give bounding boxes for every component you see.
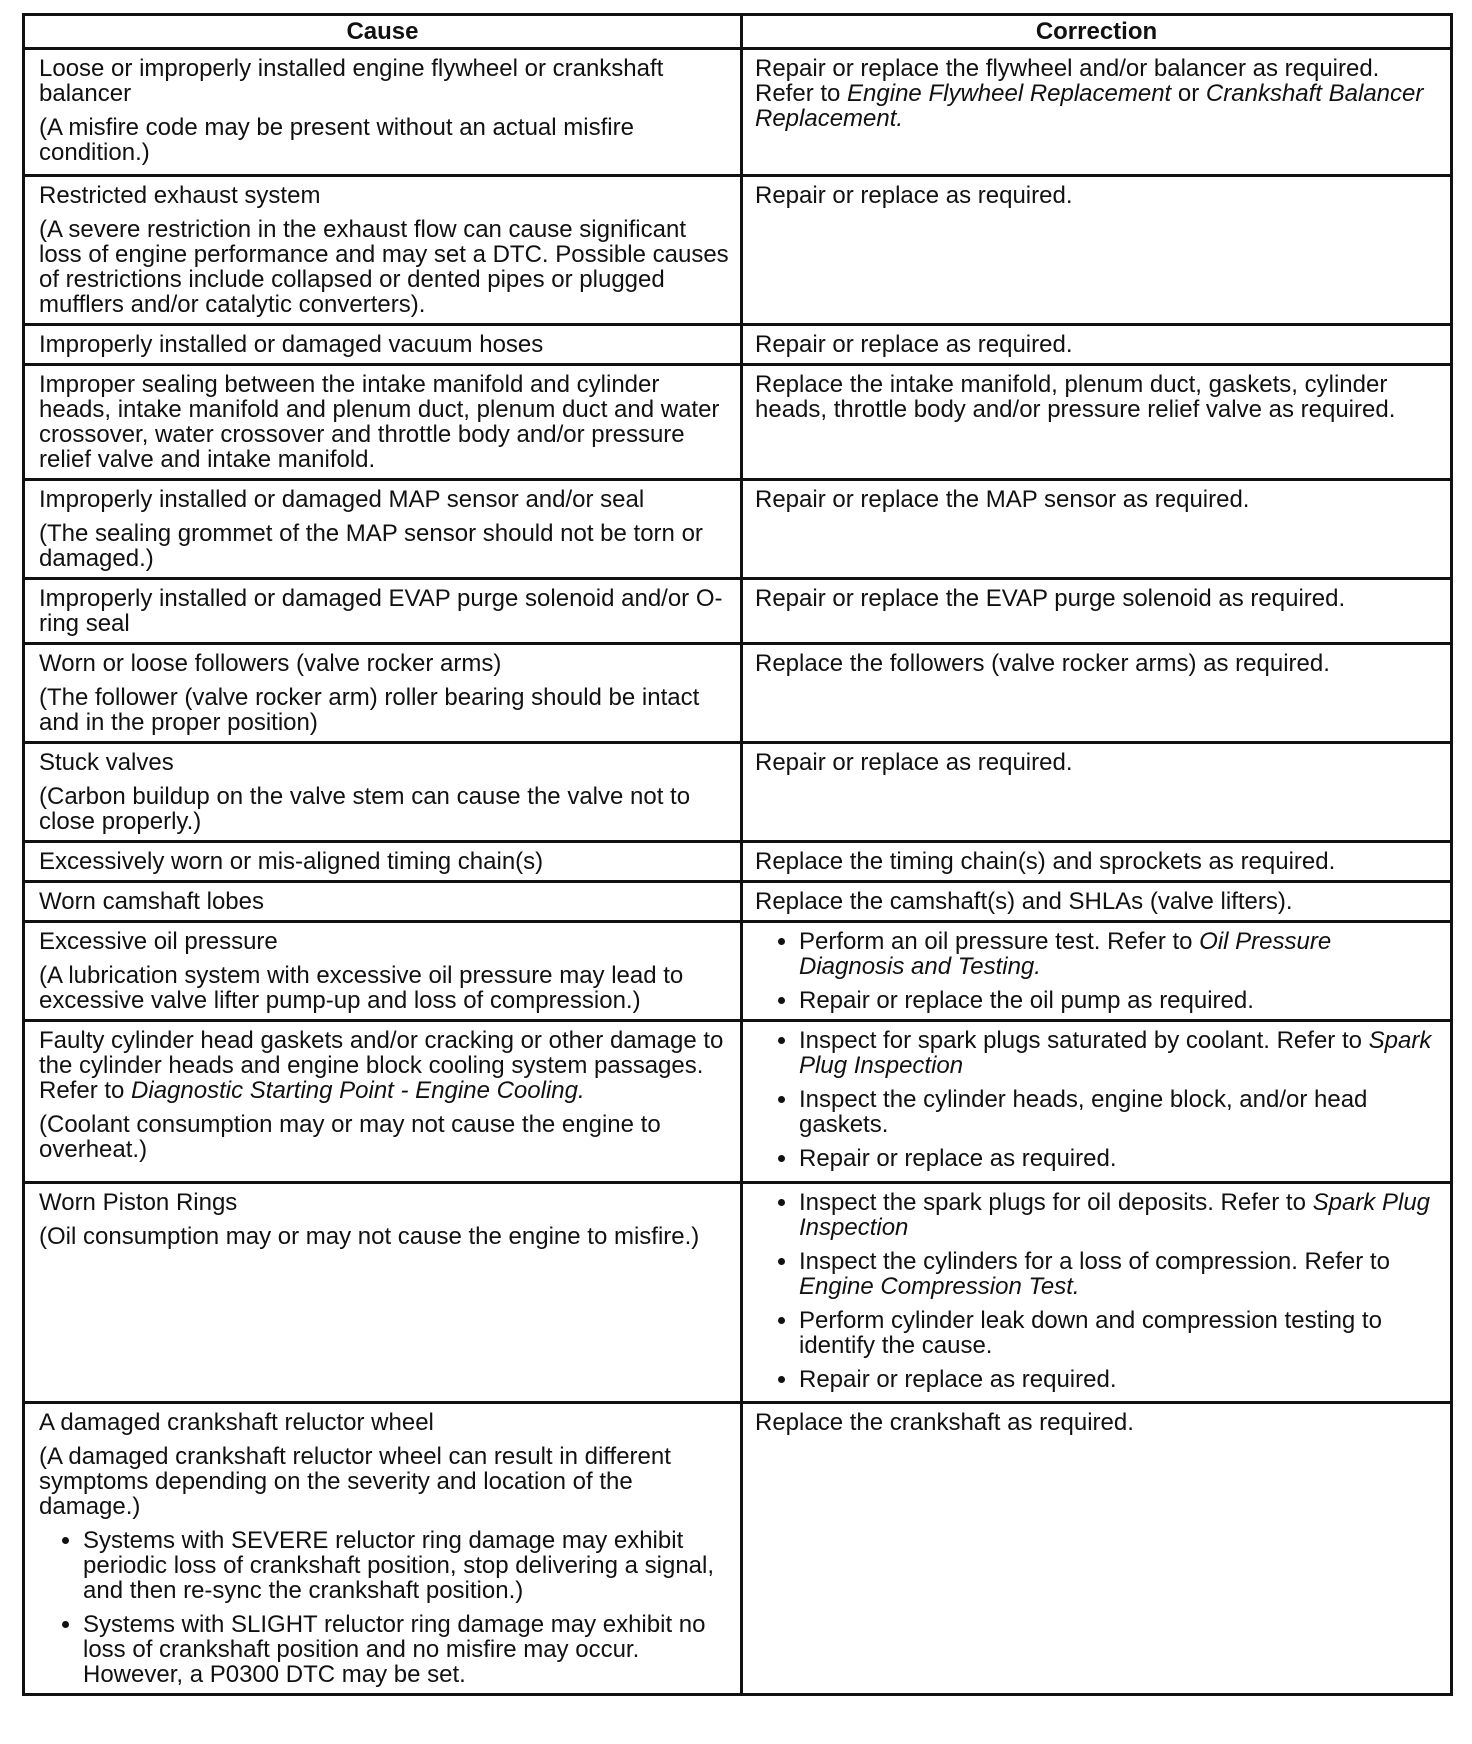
cause-cell [24, 842, 742, 882]
cause-cell [24, 480, 742, 579]
cause-list [39, 1528, 732, 1687]
table-row [24, 842, 1452, 882]
correction-text: Repair or replace as required. [755, 749, 1073, 776]
correction-list [755, 1190, 1442, 1392]
table-row [24, 365, 1452, 480]
list-item: • Perform an oil pressure test. Refer to Oil Pressure Diagnosis and Testing. [799, 929, 1442, 979]
list-item: • Systems with SEVERE reluctor ring damage may exhibit periodic loss of crankshaft position, stop delivering a signal, and then re-sync the crankshaft position.) [83, 1528, 732, 1603]
cause-cell [24, 365, 742, 480]
cause-note: (A misfire code may be present without an actual misfire condition.) [39, 114, 634, 166]
cause-cell [24, 325, 742, 365]
correction-cell [742, 743, 1452, 842]
ref-oil-pressure-diagnosis: Oil Pressure Diagnosis and Testing. [799, 928, 1332, 980]
list-item: • Repair or replace as required. [799, 1146, 1442, 1171]
cause-cell [24, 1021, 742, 1183]
cause-note: (A damaged crankshaft reluctor wheel can result in different symptoms depending on the severity and location of the damage.) [39, 1443, 671, 1520]
header-correction: Correction [742, 15, 1452, 49]
cause-note: (The sealing grommet of the MAP sensor should not be torn or damaged.) [39, 520, 703, 572]
table-row [24, 49, 1452, 176]
correction-cell [742, 176, 1452, 325]
table-row [24, 176, 1452, 325]
ref-diagnostic-starting-point: Diagnostic Starting Point - Engine Cooling. [131, 1077, 585, 1104]
ref-engine-compression-test: Engine Compression Test. [799, 1273, 1080, 1300]
list-item: • Repair or replace the oil pump as required. [799, 988, 1442, 1013]
cause-text: Worn or loose followers (valve rocker arms) [39, 650, 502, 677]
table-row [24, 644, 1452, 743]
cause-note: (Carbon buildup on the valve stem can cause the valve not to close properly.) [39, 783, 691, 835]
table-row [24, 579, 1452, 644]
correction-cell [742, 1183, 1452, 1403]
correction-text: Repair or replace as required. [755, 331, 1073, 358]
correction-cell [742, 1021, 1452, 1183]
correction-cell [742, 644, 1452, 743]
correction-text: Replace the crankshaft as required. [755, 1409, 1134, 1436]
cause-cell [24, 882, 742, 922]
cause-text: Loose or improperly installed engine flywheel or crankshaft balancer [39, 55, 664, 107]
ref-spark-plug-inspection: Spark Plug Inspection [799, 1027, 1432, 1079]
correction-text: Repair or replace as required. [755, 182, 1073, 209]
cause-cell [24, 743, 742, 842]
correction-cell [742, 579, 1452, 644]
cause-cell [24, 579, 742, 644]
table-row [24, 1183, 1452, 1403]
list-item: • Systems with SLIGHT reluctor ring damage may exhibit no loss of crankshaft position and no misfire may occur. However, a P0300 DTC may be set. [83, 1612, 732, 1687]
cause-note: (A lubrication system with excessive oil pressure may lead to excessive valve lifter pump-up and loss of compression.) [39, 962, 684, 1014]
cause-cell [24, 49, 742, 176]
cause-cell [24, 1183, 742, 1403]
list-item: • Inspect the cylinder heads, engine block, and/or head gaskets. [799, 1087, 1442, 1137]
cause-text: Improperly installed or damaged vacuum hoses [39, 331, 544, 358]
correction-cell [742, 325, 1452, 365]
cause-text: Excessively worn or mis-aligned timing chain(s) [39, 848, 544, 875]
table-row [24, 882, 1452, 922]
correction-cell [742, 1403, 1452, 1695]
correction-text: Replace the timing chain(s) and sprockets as required. [755, 848, 1336, 875]
correction-text: Repair or replace the flywheel and/or balancer as required. Refer to Engine Flywheel Replacement or Crankshaft Balancer Replacement. [755, 55, 1424, 132]
cause-note: (The follower (valve rocker arm) roller bearing should be intact and in the proper position) [39, 684, 700, 736]
cause-text: Improperly installed or damaged EVAP purge solenoid and/or O-ring seal [39, 585, 723, 637]
list-item: • Perform cylinder leak down and compression testing to identify the cause. [799, 1308, 1442, 1358]
cause-cell [24, 176, 742, 325]
correction-cell [742, 842, 1452, 882]
correction-list [755, 929, 1442, 1013]
cause-text: Improperly installed or damaged MAP sensor and/or seal [39, 486, 645, 513]
correction-text: Repair or replace the MAP sensor as required. [755, 486, 1250, 513]
correction-text: Replace the camshaft(s) and SHLAs (valve lifters). [755, 888, 1293, 915]
correction-cell [742, 49, 1452, 176]
correction-cell [742, 365, 1452, 480]
cause-text: Faulty cylinder head gaskets and/or cracking or other damage to the cylinder heads and engine block cooling system passages. Refer to Diagnostic Starting Point - Engine Cooling. [39, 1027, 724, 1104]
table-row [24, 922, 1452, 1021]
cause-cell [24, 922, 742, 1021]
cause-note: (Coolant consumption may or may not cause the engine to overheat.) [39, 1111, 661, 1163]
cause-cell [24, 1403, 742, 1695]
correction-text: Replace the followers (valve rocker arms) as required. [755, 650, 1330, 677]
table-row [24, 325, 1452, 365]
cause-note: (Oil consumption may or may not cause the engine to misfire.) [39, 1223, 700, 1250]
cause-note: (A severe restriction in the exhaust flow can cause significant loss of engine performance and may set a DTC. Possible causes of restrictions include collapsed or dented pipes or plugged mufflers and/or catalytic converters). [39, 216, 729, 318]
ref-crankshaft-balancer-replacement: Crankshaft Balancer Replacement. [755, 80, 1424, 132]
table-row [24, 1021, 1452, 1183]
ref-engine-flywheel-replacement: Engine Flywheel Replacement [847, 80, 1172, 107]
cause-text: Excessive oil pressure [39, 928, 278, 955]
cause-text: A damaged crankshaft reluctor wheel [39, 1409, 434, 1436]
correction-list [755, 1028, 1442, 1171]
diagnostic-table [22, 13, 1453, 1696]
table-row [24, 1403, 1452, 1695]
correction-cell [742, 882, 1452, 922]
list-item: • Inspect for spark plugs saturated by coolant. Refer to Spark Plug Inspection [799, 1028, 1442, 1078]
cause-text: Stuck valves [39, 749, 174, 776]
header-row [24, 15, 1452, 49]
header-cause: Cause [24, 15, 742, 49]
cause-text: Worn Piston Rings [39, 1189, 238, 1216]
cause-text: Worn camshaft lobes [39, 888, 264, 915]
cause-text: Improper sealing between the intake manifold and cylinder heads, intake manifold and plenum duct, plenum duct and water crossover, water crossover and throttle body and/or pressure relief valve and intake manifold. [39, 371, 720, 473]
list-item: • Repair or replace as required. [799, 1367, 1442, 1392]
table-row [24, 743, 1452, 842]
cause-text: Restricted exhaust system [39, 182, 321, 209]
ref-spark-plug-inspection: Spark Plug Inspection [799, 1189, 1431, 1241]
list-item: • Inspect the spark plugs for oil deposits. Refer to Spark Plug Inspection [799, 1190, 1442, 1240]
correction-cell [742, 922, 1452, 1021]
correction-cell [742, 480, 1452, 579]
list-item: • Inspect the cylinders for a loss of compression. Refer to Engine Compression Test. [799, 1249, 1442, 1299]
correction-text: Repair or replace the EVAP purge solenoid as required. [755, 585, 1346, 612]
correction-text: Replace the intake manifold, plenum duct, gaskets, cylinder heads, throttle body and/or pressure relief valve as required. [755, 371, 1396, 423]
table-row [24, 480, 1452, 579]
cause-cell [24, 644, 742, 743]
